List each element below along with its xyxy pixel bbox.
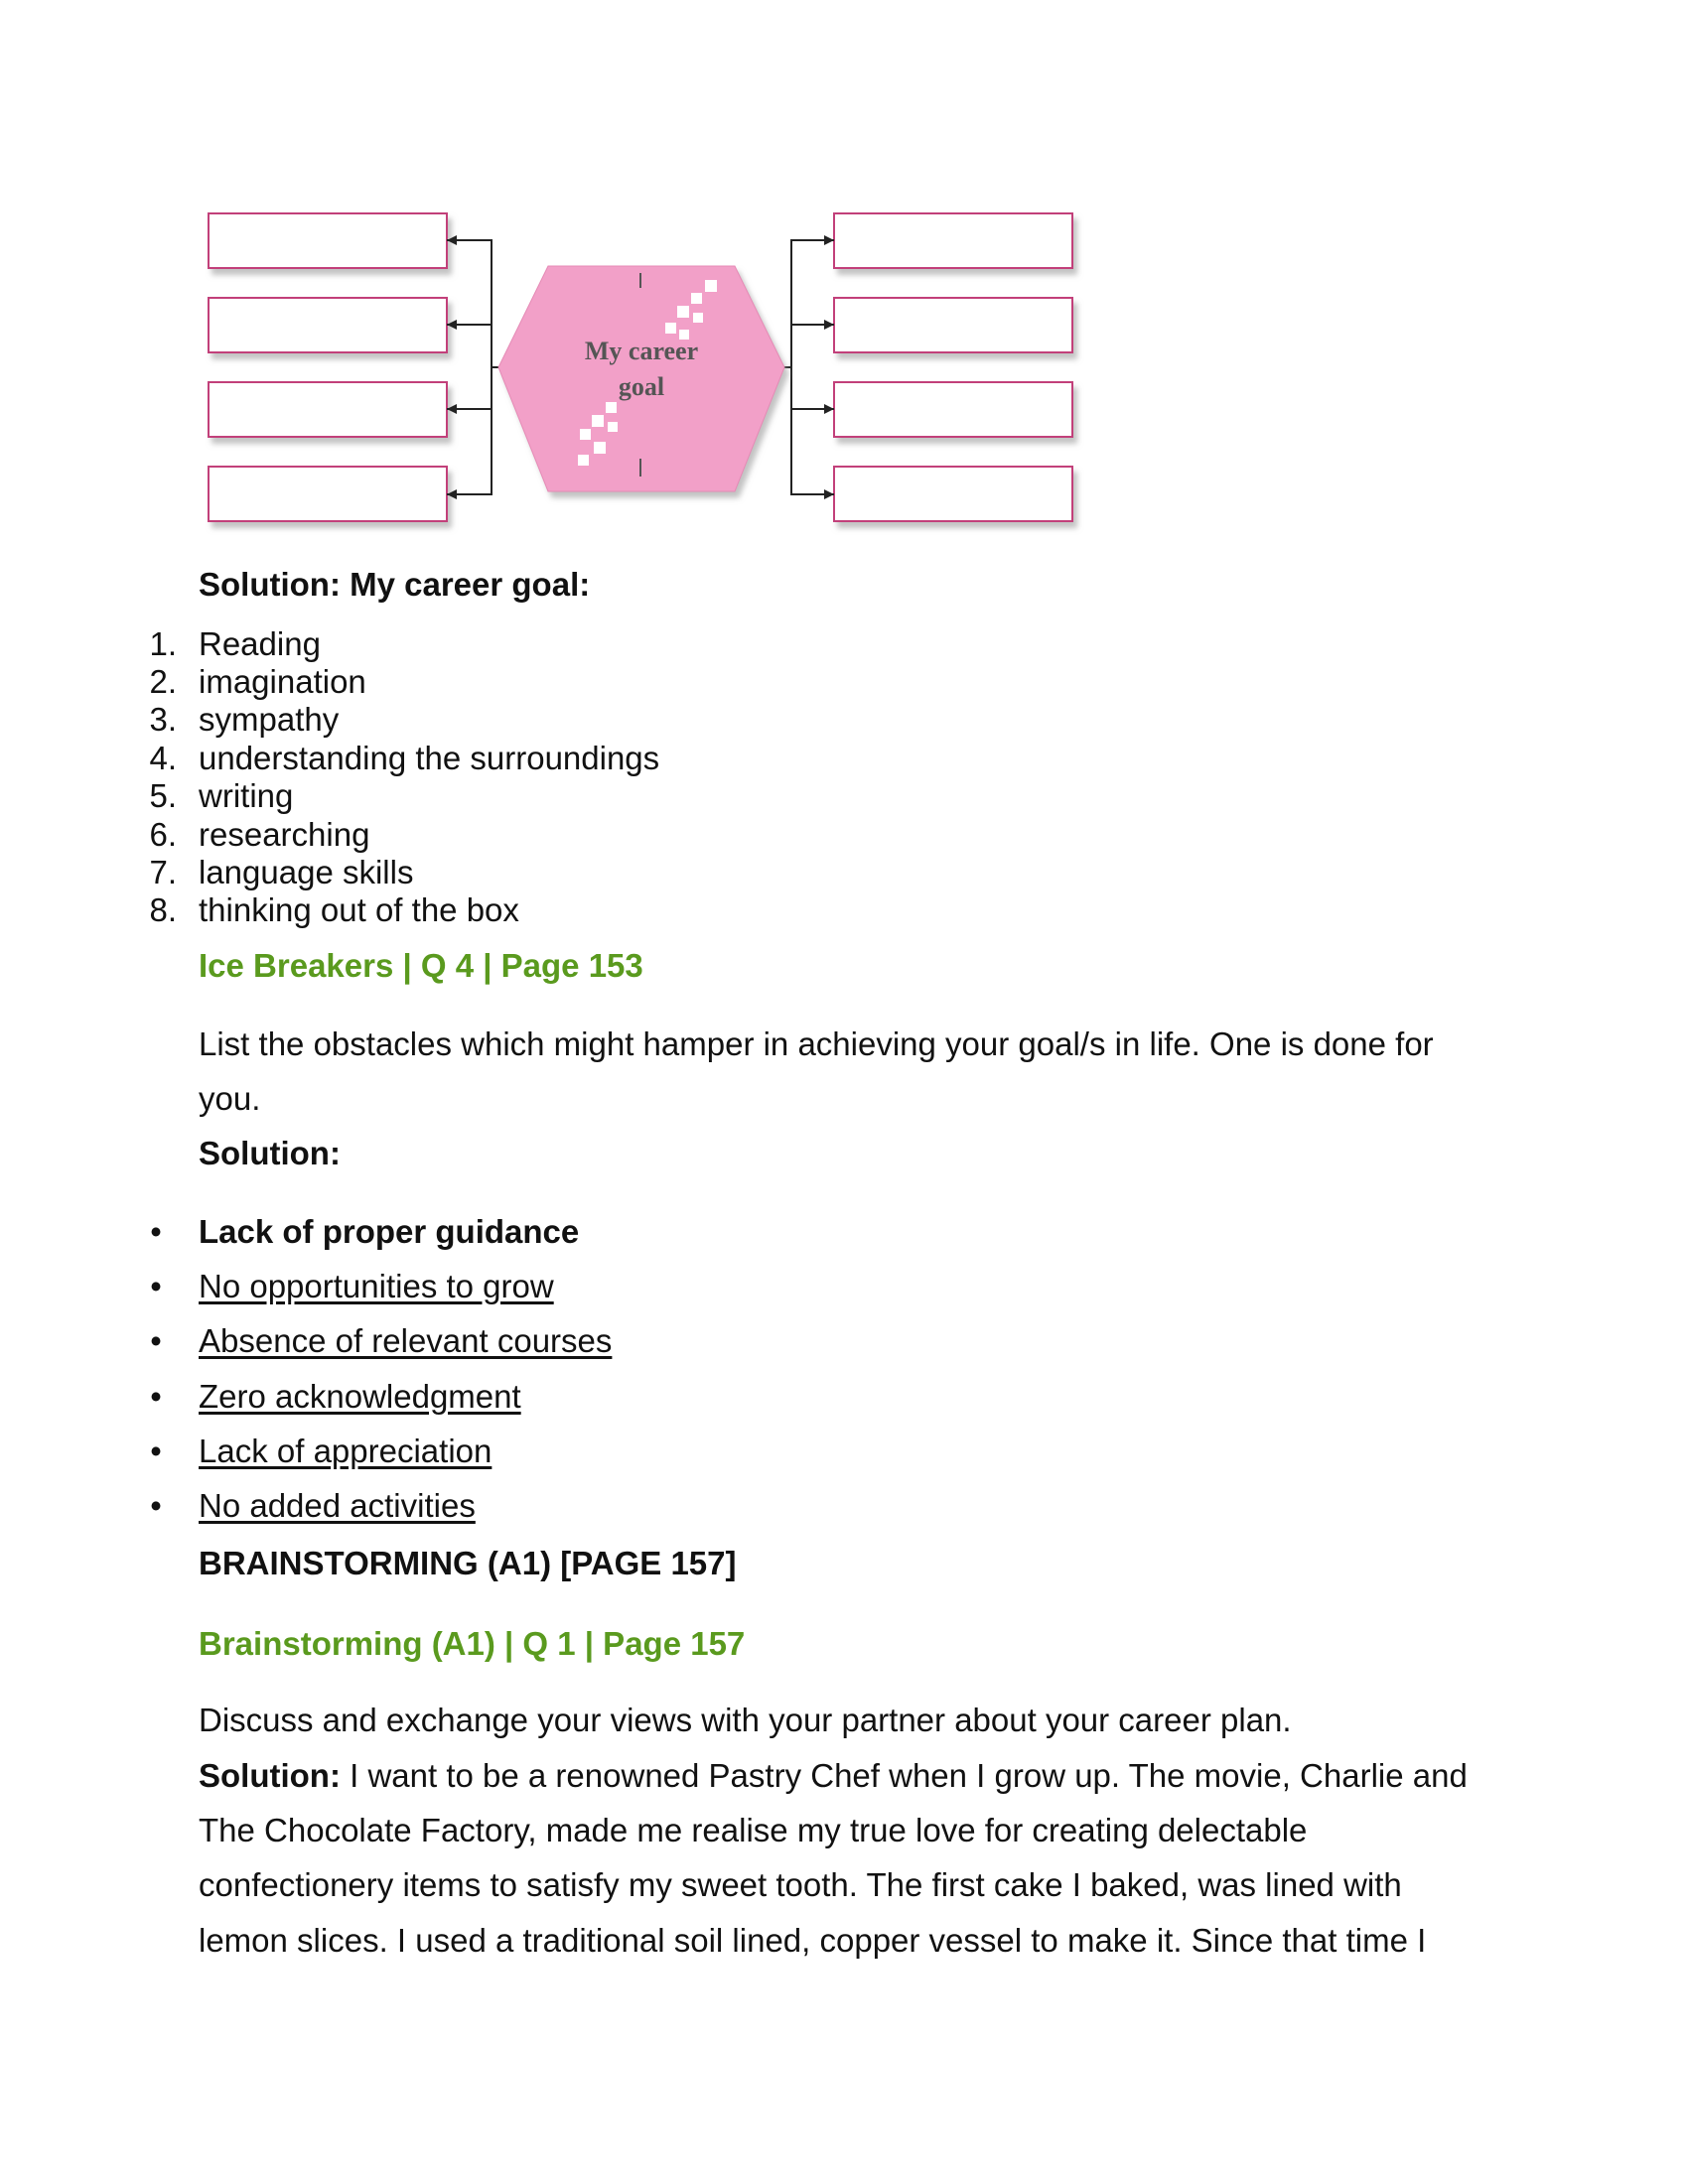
right-box-3	[834, 382, 1072, 437]
right-box-1	[834, 213, 1072, 268]
list-item-number: 8.	[149, 891, 177, 928]
list-item-number: 1.	[149, 625, 177, 662]
list-item-number: 7.	[149, 854, 177, 890]
bullet-icon: •	[150, 1213, 162, 1250]
icebreakers-solution-label: Solution:	[199, 1135, 341, 1171]
bullet-icon: •	[150, 1433, 162, 1469]
obstacle-item: No added activities	[199, 1487, 476, 1524]
right-box-4	[834, 467, 1072, 521]
list-item: researching	[199, 816, 370, 853]
brainstorming-solution-line3: confectionery items to satisfy my sweet tooth. The first cake I baked, was lined with	[199, 1866, 1402, 1903]
right-connectors	[784, 240, 834, 494]
career-goal-diagram	[199, 199, 1092, 546]
brainstorming-question: Discuss and exchange your views with your partner about your career plan.	[199, 1702, 1292, 1738]
bullet-icon: •	[150, 1268, 162, 1304]
obstacle-item: Zero acknowledgment	[199, 1378, 521, 1415]
bullet-icon: •	[150, 1322, 162, 1359]
bullet-icon: •	[150, 1378, 162, 1415]
left-box-2	[209, 298, 447, 352]
obstacle-item: Lack of proper guidance	[199, 1213, 580, 1250]
list-item-number: 5.	[149, 777, 177, 814]
list-item: sympathy	[199, 701, 340, 738]
brainstorming-section-heading: BRAINSTORMING (A1) [PAGE 157]	[199, 1545, 737, 1581]
list-item-number: 6.	[149, 816, 177, 853]
left-boxes	[209, 213, 447, 521]
right-box-2	[834, 298, 1072, 352]
left-box-4	[209, 467, 447, 521]
brainstorming-question-heading: Brainstorming (A1) | Q 1 | Page 157	[199, 1625, 746, 1662]
list-item: thinking out of the box	[199, 891, 519, 928]
list-item-number: 3.	[149, 701, 177, 738]
brainstorming-solution-label: Solution:	[199, 1757, 341, 1794]
solution-text: I want to be a renowned Pastry Chef when I grow up. The movie, Charlie and	[340, 1757, 1468, 1794]
right-boxes	[834, 213, 1072, 521]
solution-heading: Solution: My career goal:	[199, 566, 591, 603]
icebreakers-heading: Ice Breakers | Q 4 | Page 153	[199, 947, 643, 984]
list-item: language skills	[199, 854, 414, 890]
list-item-number: 4.	[149, 740, 177, 776]
icebreakers-question-line2: you.	[199, 1080, 261, 1117]
list-item: imagination	[199, 663, 366, 700]
right-arrowheads	[824, 235, 834, 499]
brainstorming-solution-line2: The Chocolate Factory, made me realise my true love for creating delectable	[199, 1812, 1308, 1848]
list-item: writing	[199, 777, 294, 814]
center-label-line2: goal	[618, 372, 665, 401]
obstacle-item: Lack of appreciation	[199, 1433, 492, 1469]
brainstorming-solution-line1	[199, 1757, 1468, 1795]
left-connectors	[447, 240, 501, 494]
obstacle-item: No opportunities to grow	[199, 1268, 554, 1304]
brainstorming-solution-line4: lemon slices. I used a traditional soil lined, copper vessel to make it. Since that time I	[199, 1922, 1427, 1959]
obstacle-item: Absence of relevant courses	[199, 1322, 613, 1359]
list-item: Reading	[199, 625, 321, 662]
list-item-number: 2.	[149, 663, 177, 700]
left-arrowheads	[447, 235, 457, 499]
icebreakers-question-line1: List the obstacles which might hamper in achieving your goal/s in life. One is done for	[199, 1025, 1434, 1062]
center-label-line1: My career	[584, 337, 699, 365]
bullet-icon: •	[150, 1487, 162, 1524]
left-box-1	[209, 213, 447, 268]
list-item: understanding the surroundings	[199, 740, 660, 776]
left-box-3	[209, 382, 447, 437]
